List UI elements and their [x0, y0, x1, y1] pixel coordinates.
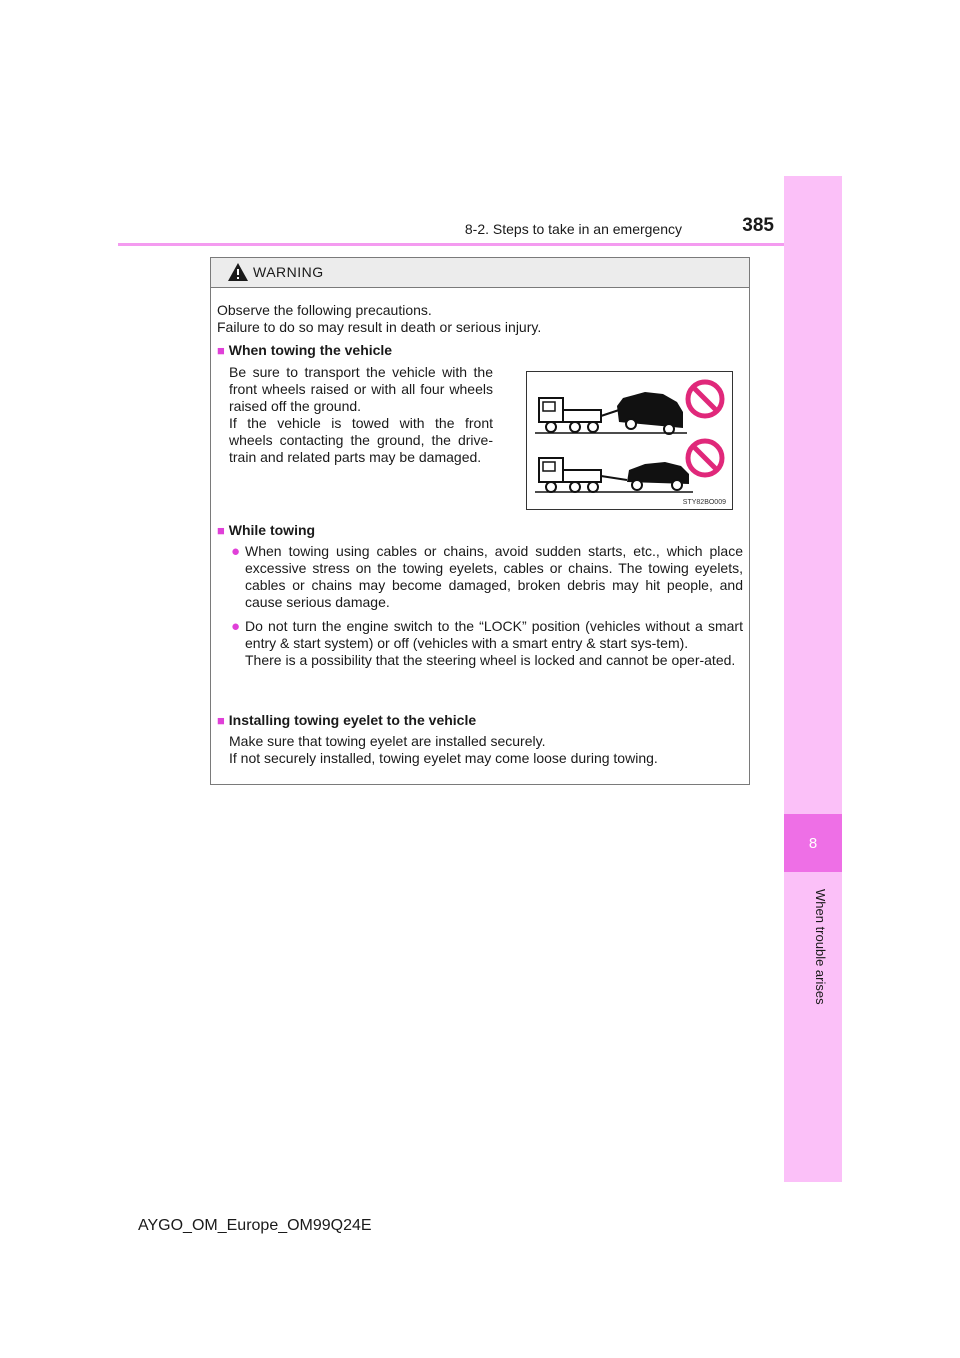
tow-truck-prohibited-diagram [527, 372, 732, 509]
section-heading-while-towing: ■ While towing [217, 522, 316, 538]
installing-eyelet-line-1: Make sure that towing eyelet are installed securely. [229, 733, 546, 749]
warning-header [211, 258, 749, 288]
warning-box [210, 257, 750, 785]
section-heading-installing-eyelet: ■ Installing towing eyelet to the vehicle [217, 712, 477, 728]
chapter-number-badge[interactable]: 8 [784, 814, 842, 872]
prohibition-icon [688, 382, 722, 416]
towing-illustration [526, 371, 733, 510]
tow-truck-front-lift [535, 392, 687, 434]
towing-vehicle-body: Be sure to transport the vehicle with the front wheels raised or with all four wheels raised off the ground. If the vehicle is towed with the front wheels contacting the ground, the drive-train and related parts may be damaged. [229, 364, 493, 465]
installing-eyelet-line-2: If not securely installed, towing eyelet may come loose during towing. [229, 750, 658, 766]
warning-triangle-icon [227, 262, 249, 282]
square-bullet-icon: ■ [217, 343, 225, 358]
chapter-side-tab[interactable] [784, 176, 842, 1182]
circle-bullet-icon: ● [231, 618, 241, 635]
circle-bullet-icon: ● [231, 543, 241, 560]
intro-line-1: Observe the following precautions. [217, 302, 432, 318]
page-number: 385 [742, 215, 774, 236]
prohibition-icon [688, 441, 722, 475]
chapter-label[interactable]: When trouble arises [813, 889, 828, 1005]
section-title: 8-2. Steps to take in an emergency [464, 221, 682, 237]
while-towing-bullet-1: When towing using cables or chains, avoid sudden starts, etc., which place excessive stress on the towing eyelets, cables or chains. The towing eyelets, cables or chains may become damaged, broken debris may hit people, and cause serious damage. [245, 543, 743, 610]
figure-code: STY82BO009 [682, 499, 726, 506]
footer-doc-id: AYGO_OM_Europe_OM99Q24E [138, 1217, 372, 1234]
header-rule [118, 243, 841, 246]
square-bullet-icon: ■ [217, 523, 225, 538]
intro-line-2: Failure to do so may result in death or serious injury. [217, 319, 542, 335]
warning-label: WARNING [253, 264, 324, 280]
tow-truck-rear-lift [535, 458, 693, 492]
section-heading-towing-vehicle: ■ When towing the vehicle [217, 342, 393, 358]
while-towing-bullet-2: Do not turn the engine switch to the “LOCK” position (vehicles without a smart entry & start system) or off (vehicles with a smart entry & start sys-tem). There is a possibility that the steering wheel is locked and cannot be oper-ated. [245, 618, 743, 668]
square-bullet-icon: ■ [217, 713, 225, 728]
